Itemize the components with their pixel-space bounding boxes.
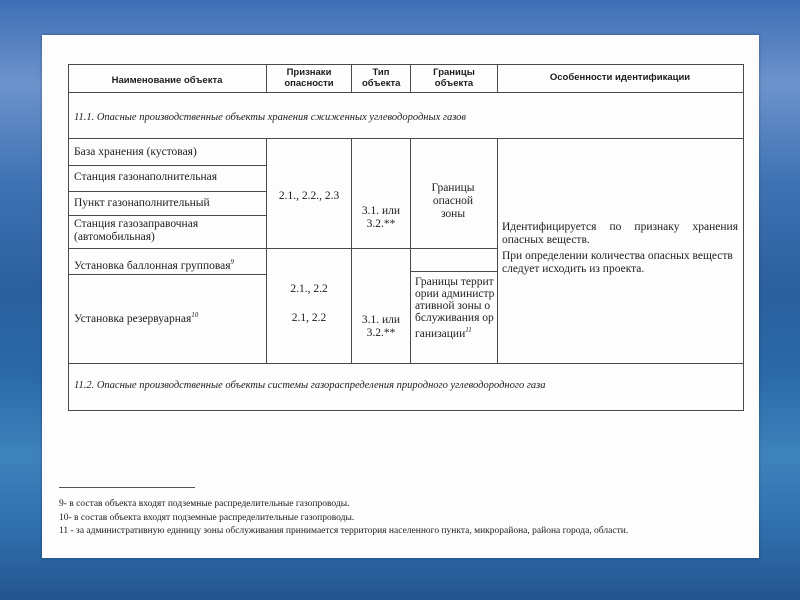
- row-divider-5: [68, 274, 266, 275]
- section-title-1: 11.1. Опасные производственные объекты хранения сжиженных углеводородных газов: [74, 112, 466, 123]
- col-divider-1: [266, 138, 267, 364]
- hazard-objects-table: [68, 64, 744, 411]
- object-name-6: [74, 309, 264, 326]
- document-page: [42, 35, 759, 558]
- object-type-group-2: 3.1. или 3.2.**: [361, 314, 401, 339]
- hazard-signs-group-2a: 2.1., 2.2: [290, 283, 328, 295]
- row-divider-4: [68, 248, 497, 249]
- object-name-5: [74, 256, 264, 273]
- col-divider-4: [497, 138, 498, 364]
- boundary-group-2: [415, 276, 495, 340]
- table-border-top: [68, 64, 744, 65]
- identification-text-1: Идентифицируется по признаку хранения опасных веществ.: [502, 221, 738, 246]
- table-border-left: [68, 64, 69, 411]
- col-divider-4-header: [497, 64, 498, 93]
- col-divider-1-header: [266, 64, 267, 93]
- footnote-separator: [59, 487, 195, 488]
- row-divider-1: [68, 165, 266, 166]
- footnote-11: 11 - за административную единицу зоны обслуживания принимается территория населенного пункта, микрорайона, района города, области.: [59, 526, 629, 536]
- footnote-ref-11: 11: [465, 326, 472, 334]
- object-name-4: Станция газозаправочная (автомобильная): [74, 218, 199, 243]
- header-identification: Особенности идентификации: [549, 72, 691, 83]
- hazard-signs-group-1: 2.1., 2.2., 2.3: [278, 190, 340, 202]
- header-divider: [68, 92, 744, 93]
- footnote-ref-10: 10: [191, 311, 199, 319]
- section-title-2: 11.2. Опасные производственные объекты системы газораспределения природного углеводородного газа: [74, 380, 546, 391]
- hazard-signs-group-2b: 2.1, 2.2: [291, 312, 327, 324]
- object-name-6-label: Установка резервуарная: [74, 312, 192, 325]
- footnote-ref-9: 9: [230, 258, 235, 266]
- section1-divider: [68, 138, 744, 139]
- object-name-3: Пункт газонаполнительный: [74, 197, 210, 209]
- row-divider-2: [68, 191, 266, 192]
- header-object-type: Тип объекта: [362, 67, 401, 89]
- footnote-10: 10- в состав объекта входят подземные распределительные газопроводы.: [59, 513, 355, 523]
- object-name-2: Станция газонаполнительная: [74, 171, 218, 183]
- header-hazard-signs: Признаки опасности: [284, 67, 334, 89]
- col-divider-3-header: [410, 64, 411, 93]
- table-border-right: [743, 64, 744, 411]
- boundary-divider: [410, 271, 497, 272]
- boundary-group-1: Границы опасной зоны: [431, 182, 475, 220]
- footnote-9: 9- в состав объекта входят подземные распределительные газопроводы.: [59, 499, 350, 509]
- identification-text-2: При определении количества опасных веществ следует исходить из проекта.: [502, 250, 733, 275]
- col-divider-2-header: [351, 64, 352, 93]
- header-name: Наименование объекта: [111, 75, 223, 86]
- section2-divider: [68, 363, 744, 364]
- boundary-group-2-text: Границы территории административной зоны обслуживания организации: [415, 276, 495, 340]
- object-name-1: База хранения (кустовая): [74, 146, 197, 158]
- col-divider-3: [410, 138, 411, 364]
- object-name-5-label: Установка баллонная групповая: [74, 259, 231, 272]
- col-divider-2: [351, 138, 352, 364]
- header-boundaries: Границы объекта: [433, 67, 475, 89]
- table-border-bottom: [68, 410, 744, 411]
- row-divider-3: [68, 215, 266, 216]
- object-type-group-1: 3.1. или 3.2.**: [361, 205, 401, 230]
